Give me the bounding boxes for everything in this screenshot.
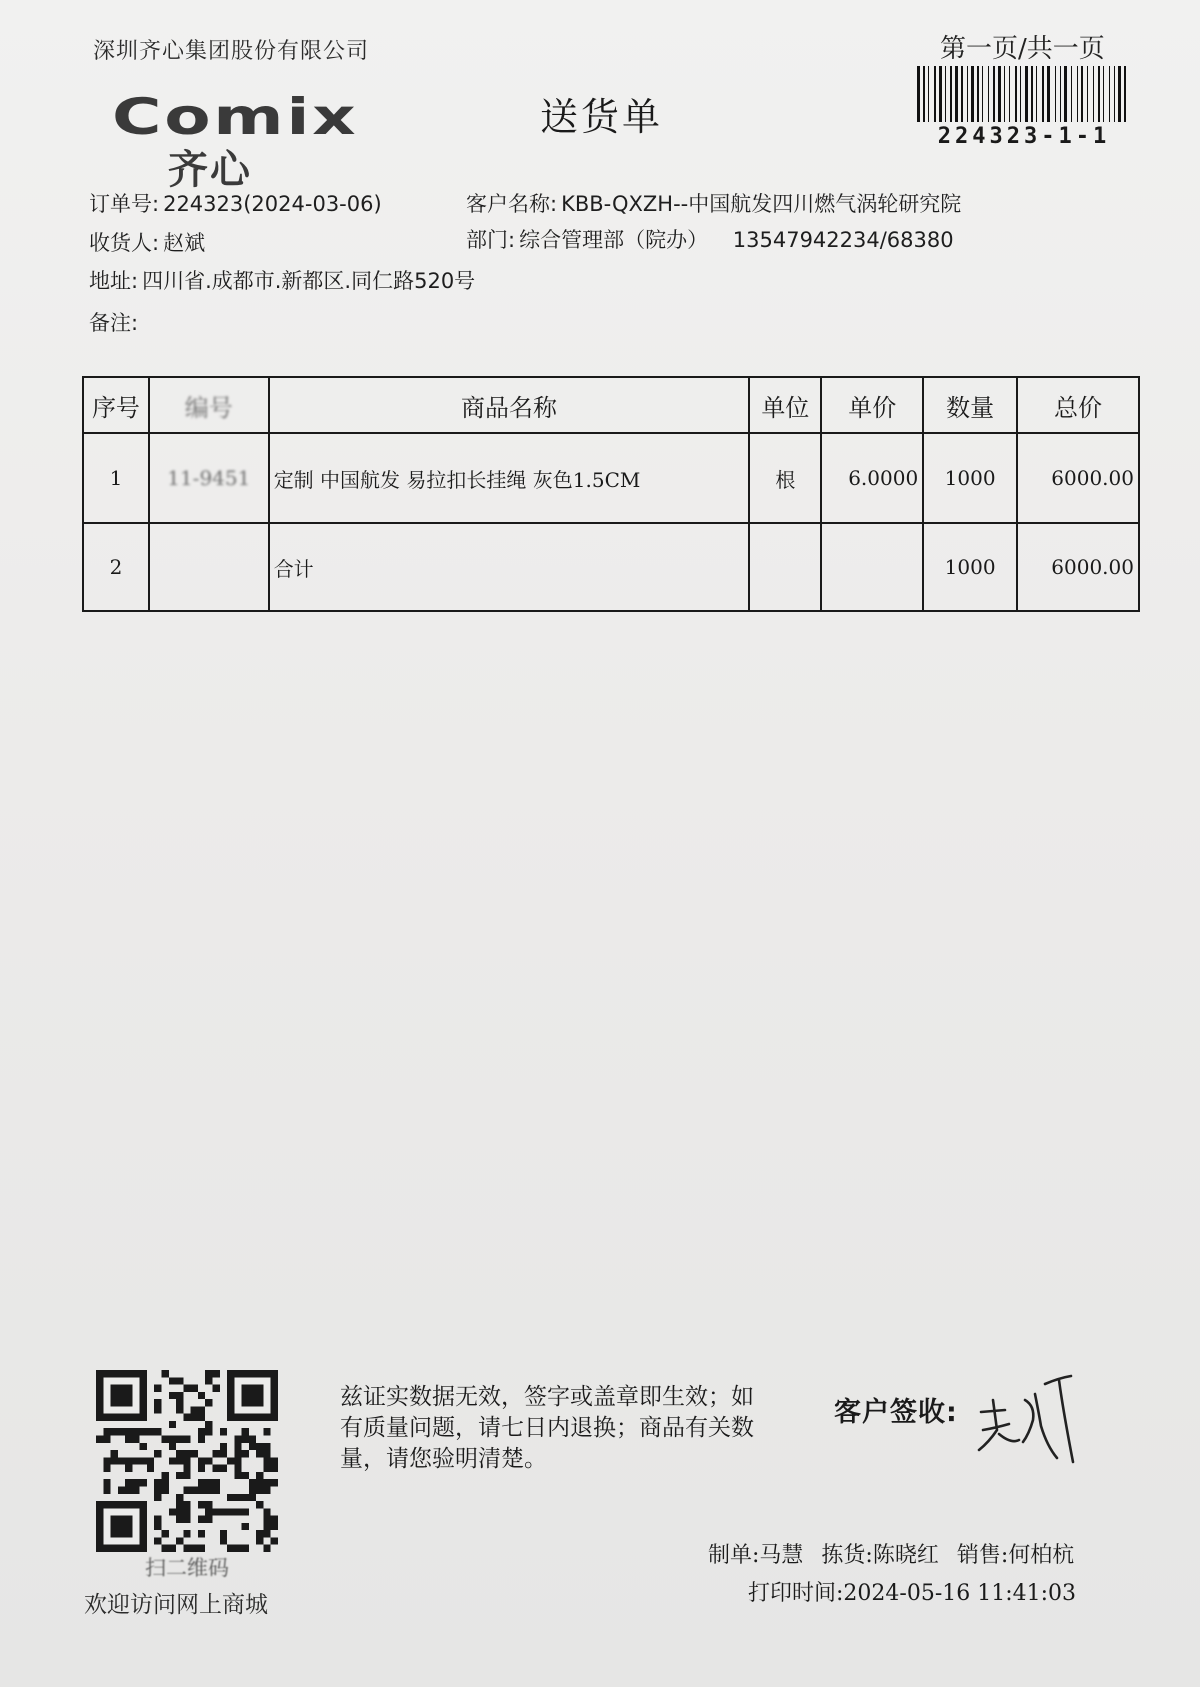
print-time: 打印时间:2024-05-16 11:41:03 — [748, 1581, 1077, 1606]
header-total: 总价 — [1017, 377, 1139, 433]
cell-name: 定制 中国航发 易拉扣长挂绳 灰色1.5CM — [269, 433, 750, 523]
header-no: 序号 — [83, 377, 149, 433]
company-name: 深圳齐心集团股份有限公司 — [93, 39, 370, 64]
cell-name: 合计 — [269, 523, 750, 611]
cell-price: 6.0000 — [821, 433, 923, 523]
table-header-row — [83, 377, 1139, 433]
company-logo-cn: 齐心 — [168, 147, 252, 193]
cell-code — [149, 523, 269, 611]
header-price: 单价 — [821, 377, 923, 433]
phone-value: 13547942234/68380 — [732, 228, 954, 252]
handwritten-signature — [975, 1370, 1087, 1468]
qr-code — [96, 1370, 278, 1552]
cell-unit — [749, 523, 821, 611]
cell-qty: 1000 — [923, 523, 1017, 611]
receiver-label: 收货人: — [89, 231, 160, 255]
address-label: 地址: — [89, 269, 139, 293]
items-table — [82, 376, 1140, 612]
qr-caption-scan: 扫二维码 — [145, 1556, 229, 1580]
receiver — [89, 227, 205, 257]
header-unit: 单位 — [749, 377, 821, 433]
header-code: 编号 — [149, 377, 269, 433]
cell-no: 2 — [83, 523, 149, 611]
cell-qty: 1000 — [923, 433, 1017, 523]
department-label: 部门: — [466, 228, 516, 252]
remark-label: 备注: — [89, 311, 139, 335]
department — [466, 224, 954, 254]
table-row — [83, 523, 1139, 611]
notice-text: 兹证实数据无效，签字或盖章即生效；如有质量问题，请七日内退换；商品有关数量，请您验明清楚。 — [340, 1384, 754, 1472]
order-label: 订单号: — [89, 192, 160, 216]
barcode — [915, 66, 1133, 122]
department-value: 综合管理部（院办） — [519, 228, 709, 252]
picker-text: 拣货:陈晓红 — [821, 1543, 939, 1568]
cell-no: 1 — [83, 433, 149, 523]
remark — [89, 307, 138, 337]
address-value: 四川省.成都市.新都区.同仁路520号 — [142, 269, 476, 293]
staff-line — [708, 1538, 1074, 1569]
customer-value: KBB-QXZH--中国航发四川燃气涡轮研究院 — [561, 192, 962, 216]
receiver-value: 赵斌 — [163, 231, 206, 255]
cell-total: 6000.00 — [1017, 433, 1139, 523]
qr-caption-visit: 欢迎访问网上商城 — [84, 1592, 268, 1618]
company-logo: Comix — [112, 88, 359, 146]
order-value: 224323(2024-03-06) — [163, 192, 382, 216]
maker-text: 制单:马慧 — [708, 1543, 804, 1568]
barcode-number: 224323-1-1 — [937, 124, 1111, 149]
order-number — [89, 188, 382, 218]
table-row — [83, 433, 1139, 523]
sales-text: 销售:何柏杭 — [956, 1543, 1075, 1568]
header-qty: 数量 — [923, 377, 1017, 433]
cell-price — [821, 523, 923, 611]
cell-code: 11-9451 — [149, 433, 269, 523]
page-info: 第一页/共一页 — [940, 34, 1105, 64]
customer-label: 客户名称: — [466, 192, 558, 216]
header-name: 商品名称 — [269, 377, 750, 433]
customer-sign-label: 客户签收: — [834, 1397, 958, 1428]
cell-unit: 根 — [749, 433, 821, 523]
customer-name — [466, 188, 961, 218]
document-title: 送货单 — [540, 95, 664, 139]
address — [89, 265, 475, 295]
cell-total: 6000.00 — [1017, 523, 1139, 611]
